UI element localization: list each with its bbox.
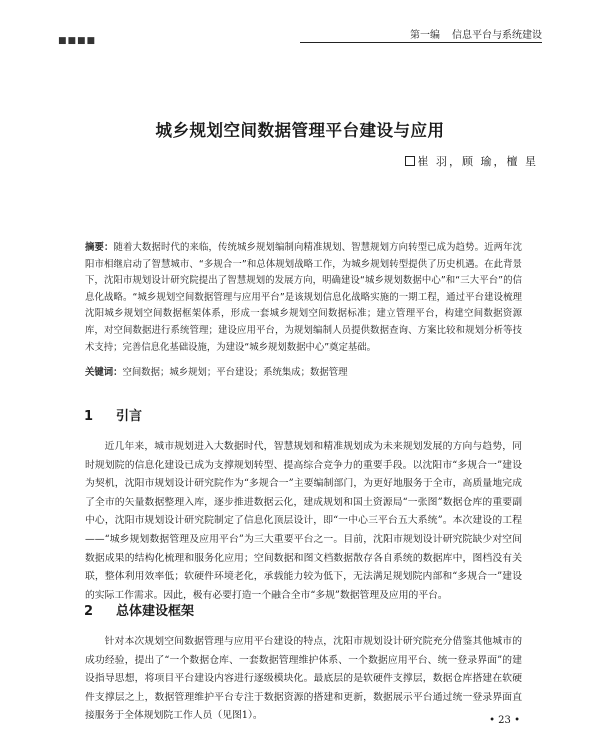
section-body-2: 针对本次规划空间数据管理与应用平台建设的特点，沈阳市规划设计研究院充分借鉴其他城市的成功经验，提出了“一个数据仓库、一套数据管理维护体系、一个数据应用平台、统一登录界面”的建设指导思想，将项目平台建设内容进行逐级模块化。最底层的是软硬件支撑层，数据仓库搭建在软硬件支撑层之上，数据管理维护平台专注于数据资源的搭建和更新，数据展示平台通过统一登录界面直接服务于全体规划院工作人员（见图1）。 bbox=[85, 636, 522, 722]
abstract bbox=[85, 240, 522, 356]
running-header-part: 第一编 bbox=[410, 30, 440, 41]
author-names: 崔 羽，顾 瑜，檀 星 bbox=[417, 155, 538, 168]
abstract-text: 随着大数据时代的来临，传统城乡规划编制向精准规划、智慧规划方向转型已成为趋势。近两年沈阳市相继启动了智慧城市、“多规合一”和总体规划战略工作，为城乡规划转型提供了历史机遇。在此背景下，沈阳市规划设计研究院提出了智慧规划的发展方向，明确建设“城乡规划数据中心”和“三大平台”的信息化战略。“城乡规划空间数据管理与应用平台”是该规划信息化战略实施的一期工程，通过平台建设梳理沈阳城乡规划空间数据框架体系，形成一套城乡规划空间数据标准；建立管理平台，构建空间数据资源库，对空间数据进行系统管理；建设应用平台，为规划编制人员提供数据查询、方案比较和规划分析等技术支持；完善信息化基础设施，为建设“城乡规划数据中心”奠定基础。 bbox=[85, 242, 522, 353]
keywords-label: 关键词： bbox=[85, 367, 123, 378]
author-box-icon bbox=[405, 156, 415, 166]
page-number: • 23 • bbox=[489, 715, 520, 726]
running-header-section: 信息平台与系统建设 bbox=[452, 30, 542, 41]
section-heading-1 bbox=[84, 405, 142, 424]
section-title: 总体建设框架 bbox=[116, 604, 195, 619]
section-number: 2 bbox=[84, 604, 94, 619]
article-title: 城乡规划空间数据管理平台建设与应用 bbox=[155, 121, 445, 140]
scan-artifact: ■■■■ bbox=[58, 36, 97, 46]
section-title: 引言 bbox=[116, 409, 143, 424]
section-heading-2 bbox=[84, 600, 194, 619]
section-body-1: 近几年来，城市规划进入大数据时代，智慧规划和精准规划成为未来规划发展的方向与趋势，同时规划院的信息化建设已成为支撑规划转型、提高综合竞争力的重要手段。以沈阳市“多规合一”建设为契机，沈阳市规划设计研究院作为“多规合一”主要编制部门，为更好地服务于全市，高质量地完成了全市的矢量数据整理入库，逐步推进数据云化，建成规划和国土资源局“一张图”数据仓库的重要副中心，沈阳市规划设计研究院制定了信息化顶层设计，即“一中心三平台五大系统”。本次建设的工程——“城乡规划数据管理及应用平台”为三大重要平台之一。目前，沈阳市规划设计研究院缺少对空间数据成果的结构化梳理和服务化应用；空间数据和图文档数据散存各自系统的数据库中，图档没有关联，整体利用效率低；软硬件环境老化，承载能力较为低下，无法满足规划院内部和“多规合一”建设的实际工作需求。因此，极有必要打造一个融合全市“多规”数据管理及应用的平台。 bbox=[85, 441, 522, 601]
header-rule bbox=[300, 42, 542, 43]
article-authors bbox=[405, 153, 539, 169]
abstract-label: 摘要： bbox=[85, 242, 114, 253]
keywords bbox=[85, 365, 522, 381]
running-header bbox=[300, 26, 542, 41]
keywords-text: 空间数据；城乡规划；平台建设；系统集成；数据管理 bbox=[122, 367, 348, 378]
section-number: 1 bbox=[84, 409, 94, 424]
